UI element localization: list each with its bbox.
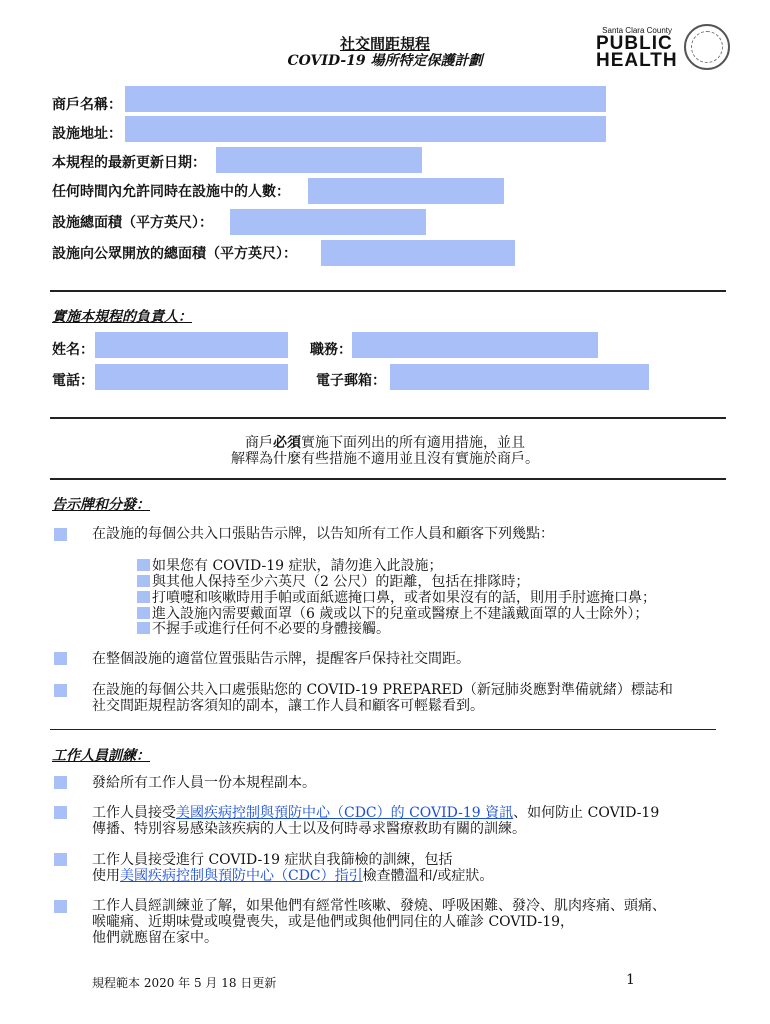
facility-address-field[interactable]: [125, 116, 606, 142]
divider: [50, 290, 726, 292]
checkbox[interactable]: [54, 528, 67, 541]
max-occupancy-field[interactable]: [308, 178, 504, 204]
training-item-4-line3: 他們就應留在家中。: [92, 930, 218, 946]
notice-line1: 商戶必須實施下面列出的所有適用措施，並且: [245, 435, 525, 451]
public-area-field[interactable]: [321, 240, 515, 266]
divider: [50, 417, 726, 419]
checkbox[interactable]: [54, 684, 67, 697]
facility-address-label: 設施地址：: [52, 126, 122, 142]
last-updated-label: 本規程的最新更新日期：: [52, 155, 206, 171]
public-health-logo: [596, 26, 678, 71]
total-area-label: 設施總面積（平方英尺）：: [52, 215, 213, 231]
checkbox[interactable]: [54, 806, 67, 819]
checkbox[interactable]: [137, 575, 150, 587]
total-area-field[interactable]: [230, 209, 426, 235]
page-subtitle: COVID-19 場所特定保護計劃: [287, 53, 483, 69]
last-updated-field[interactable]: [216, 147, 422, 173]
business-name-field[interactable]: [125, 86, 606, 112]
logo-public: PUBLIC: [596, 33, 673, 54]
training-item-1: 發給所有工作人員一份本規程副本。: [92, 775, 316, 791]
cdc-covid-info-link[interactable]: 美國疾病控制與預防中心（CDC）的 COVID-19 資訊: [176, 805, 514, 821]
email-field[interactable]: [390, 364, 649, 390]
checkbox[interactable]: [54, 853, 67, 866]
signage-subitem-5: 不握手或進行任何不必要的身體接觸。: [137, 621, 390, 637]
phone-field[interactable]: [95, 364, 288, 390]
divider: [50, 478, 726, 480]
public-area-label: 設施向公眾開放的總面積（平方英尺）：: [52, 246, 297, 262]
phone-label: 電話：: [52, 373, 94, 389]
signage-item-2: 在整個設施的適當位置張貼告示牌，提醒客戶保持社交間距。: [92, 651, 470, 667]
signage-heading: 告示牌和分發：: [52, 497, 150, 513]
signage-subitem-4: 進入設施內需要戴面罩（6 歲或以下的兒童或醫療上不建議戴面罩的人士除外）；: [137, 606, 648, 622]
notice-line2: 解釋為什麼有些措施不適用並且沒有實施於商戶。: [231, 451, 539, 467]
signage-item-3-line2: 社交間距規程訪客須知的副本，讓工作人員和顧客可輕鬆看到。: [92, 698, 484, 714]
job-title-field[interactable]: [352, 332, 598, 358]
job-title-label: 職務：: [310, 342, 352, 358]
county-seal-icon: [684, 24, 730, 70]
footer-version: 規程範本 2020 年 5 月 18 日更新: [92, 976, 277, 990]
responsible-heading: 實施本規程的負責人：: [52, 309, 192, 325]
training-item-2-line2: 傳播、特別容易感染該疾病的人士以及何時尋求醫療救助有關的訓練。: [92, 821, 526, 837]
max-occupancy-label: 任何時間內允許同時在設施中的人數：: [52, 184, 290, 200]
signage-item-3-line1: 在設施的每個公共入口處張貼您的 COVID-19 PREPARED（新冠肺炎應對準備就緒）標誌和: [92, 682, 673, 698]
cdc-guidance-link[interactable]: 美國疾病控制與預防中心（CDC）指引: [120, 868, 363, 884]
signage-subitem-1: 如果您有 COVID-19 症狀，請勿進入此設施；: [137, 558, 443, 574]
page-title: 社交間距規程: [339, 35, 430, 53]
logo-county: Santa Clara County: [602, 26, 672, 35]
training-item-3-line2: 使用美國疾病控制與預防中心（CDC）指引檢查體溫和/或症狀。: [92, 868, 494, 884]
name-label: 姓名：: [52, 342, 94, 358]
email-label: 電子郵箱：: [316, 373, 386, 389]
signage-item-1: 在設施的每個公共入口張貼告示牌，以告知所有工作人員和顧客下列幾點：: [92, 526, 554, 542]
checkbox[interactable]: [54, 900, 67, 913]
signage-subitem-3: 打噴嚏和咳嗽時用手帕或面紙遮掩口鼻，或者如果沒有的話，則用手肘遮掩口鼻；: [137, 590, 656, 606]
training-heading: 工作人員訓練：: [52, 748, 150, 764]
checkbox[interactable]: [137, 559, 150, 571]
business-name-label: 商戶名稱：: [52, 97, 122, 113]
checkbox[interactable]: [54, 776, 67, 789]
checkbox[interactable]: [137, 591, 150, 603]
training-item-4-line2: 喉嚨痛、近期味覺或嗅覺喪失，或是他們或與他們同住的人確診 COVID-19，: [92, 914, 575, 930]
training-item-2-line1: 工作人員接受美國疾病控制與預防中心（CDC）的 COVID-19 資訊、如何防止 COVID-19: [92, 805, 660, 821]
checkbox[interactable]: [54, 652, 67, 665]
training-item-4-line1: 工作人員經訓練並了解，如果他們有經常性咳嗽、發燒、呼吸困難、發冷、肌肉疼痛、頭痛、: [92, 898, 666, 914]
checkbox[interactable]: [137, 607, 150, 619]
training-item-3-line1: 工作人員接受進行 COVID-19 症狀自我篩檢的訓練，包括: [92, 852, 453, 868]
divider: [50, 729, 716, 730]
checkbox[interactable]: [137, 622, 150, 634]
logo-health: HEALTH: [596, 50, 678, 71]
signage-subitem-2: 與其他人保持至少六英尺（2 公尺）的距離，包括在排隊時；: [137, 574, 529, 590]
page-number: 1: [626, 972, 635, 988]
name-field[interactable]: [95, 332, 288, 358]
